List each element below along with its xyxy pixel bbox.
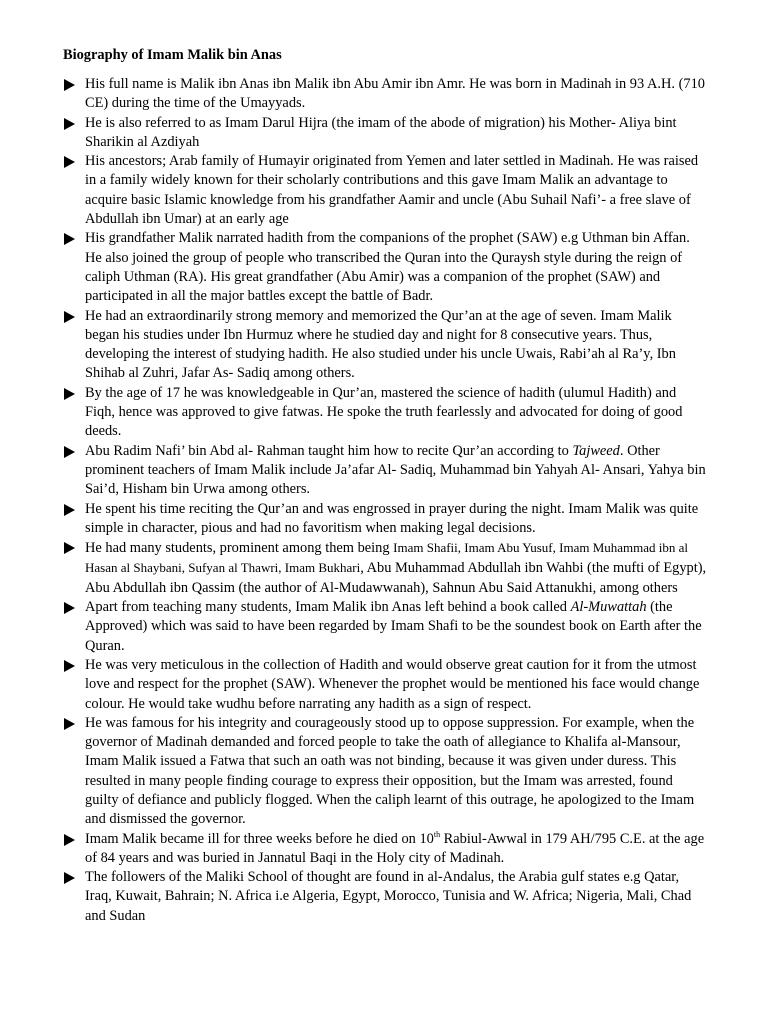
list-item-text: Abu Radim Nafi’ bin Abd al- Rahman taught him how to recite Qur’an according to <box>85 442 573 459</box>
list-item-text: He had many students, prominent among them being <box>85 540 394 557</box>
triangle-bullet-icon <box>64 718 75 730</box>
triangle-bullet-icon <box>64 233 75 245</box>
bullet-list <box>63 75 708 926</box>
list-item-text: Imam Malik became ill for three weeks before he died on 10 <box>85 830 434 847</box>
list-item <box>63 656 708 714</box>
triangle-bullet-icon <box>64 156 75 168</box>
list-item-text: . Other prominent teachers of Imam Malik include Ja’afar Al- Sadiq, Muhammad bin Yahyah Al- Ansari, Yahya bin Sai’d, Hisham bin Urwa among others. <box>85 442 706 498</box>
list-item-text: , Abu Muhammad Abdullah ibn Wahbi (the mufti of Egypt), Abu Abdullah ibn Qassim (the author of Al-Mudawwanah), Sahnun Abu Said Attanukhi, among others <box>85 560 707 596</box>
list-item <box>63 114 708 153</box>
list-item <box>63 714 708 830</box>
list-item <box>63 384 708 442</box>
list-item <box>63 152 708 229</box>
list-item-text: His full name is Malik ibn Anas ibn Malik ibn Abu Amir ibn Amr. He was born in Madinah in 93 A.H. (710 CE) during the time of the Umayyads. <box>85 76 705 112</box>
document-page <box>63 46 708 926</box>
list-item-text: He spent his time reciting the Qur’an and was engrossed in prayer during the night. Imam Malik was quite simple in character, pious and had no favoritism when making legal decisions. <box>85 500 699 536</box>
list-item-text: He was very meticulous in the collection of Hadith and would observe great caution for it from the utmost love and respect for the prophet (SAW). Whenever the prophet would be mentioned his face would change colour. He would take wudhu before narrating any hadith as a sign of respect. <box>85 656 700 712</box>
list-item-text: Imam Shafii, Imam Abu Yusuf, Imam Muhammad ibn al Hasan al Shaybani, Sufyan al Thawri, Imam Bukhari <box>85 540 689 576</box>
list-item-text: By the age of 17 he was knowledgeable in Qur’an, mastered the science of hadith (ulumul Hadith) and Fiqh, hence was approved to give fatwas. He spoke the truth fearlessly and advocated for doing of good deeds. <box>85 384 683 440</box>
document-title: Biography of Imam Malik bin Anas <box>63 47 282 63</box>
list-item-text: Rabiul-Awwal in 179 AH/795 C.E. at the age of 84 years and was buried in Jannatul Baqi in the Holy city of Madinah. <box>85 830 705 866</box>
triangle-bullet-icon <box>64 79 75 91</box>
list-item <box>63 442 708 500</box>
triangle-bullet-icon <box>64 872 75 884</box>
list-item-text: th <box>433 829 441 839</box>
triangle-bullet-icon <box>64 542 75 554</box>
triangle-bullet-icon <box>64 602 75 614</box>
list-item-text: Al-Muwattah <box>570 599 647 616</box>
list-item-text: He had an extraordinarily strong memory and memorized the Qur’an at the age of seven. Imam Malik began his studies under Ibn Hurmuz where he studied day and night for 8 consecutive years. Thus, developing the interest of studying hadith. He also studied under his uncle Uwais, Rabi’ah al Ra’y, Ibn Shihab al Zuhri, Jafar As- Sadiq among others. <box>85 307 676 382</box>
triangle-bullet-icon <box>64 504 75 516</box>
triangle-bullet-icon <box>64 118 75 130</box>
triangle-bullet-icon <box>64 834 75 846</box>
list-item-text: His ancestors; Arab family of Humayir originated from Yemen and later settled in Madinah. He was raised in a family widely known for their scholarly contributions and this gave Imam Malik an advantage to acquire basic Islamic knowledge from his grandfather Aamir and uncle (Abu Suhail Nafi’- a free slave of Abdullah ibn Umar) at an early age <box>85 153 699 228</box>
list-item <box>63 598 708 656</box>
list-item <box>63 830 708 869</box>
triangle-bullet-icon <box>64 446 75 458</box>
list-item-text: (the Approved) which was said to have been regarded by Imam Shafi to be the soundest book on Earth after the Quran. <box>85 599 702 654</box>
list-item <box>63 500 708 539</box>
list-item-text: His grandfather Malik narrated hadith from the companions of the prophet (SAW) e.g Uthman bin Affan. He also joined the group of people who transcribed the Quran into the Quraysh style during the reign of caliph Uthman (RA). His great grandfather (Abu Amir) was a companion of the prophet (SAW) and participated in all the major battles except the battle of Badr. <box>85 230 690 305</box>
list-item-text: Apart from teaching many students, Imam Malik ibn Anas left behind a book called <box>85 599 571 616</box>
list-item-text: Tajweed <box>572 442 620 459</box>
triangle-bullet-icon <box>64 388 75 400</box>
list-item <box>63 307 708 384</box>
list-item <box>63 229 708 306</box>
list-item <box>63 868 708 926</box>
list-item-text: He is also referred to as Imam Darul Hijra (the imam of the abode of migration) his Mother- Aliya bint Sharikin al Azdiyah <box>85 114 677 150</box>
list-item <box>63 538 708 598</box>
triangle-bullet-icon <box>64 311 75 323</box>
list-item <box>63 75 708 114</box>
list-item-text: He was famous for his integrity and courageously stood up to oppose suppression. For example, when the governor of Madinah demanded and forced people to take the oath of allegiance to Khalifa al-Mansour, Imam Malik issued a Fatwa that such an oath was not binding, because it was given under duress. This resulted in many people finding courage to express their opposition, but the Imam was arrested, found guilty of defiance and publicly flogged. When the caliph learnt of this outrage, he apologized to the Imam and dismissed the governor. <box>85 714 695 828</box>
list-item-text: The followers of the Maliki School of thought are found in al-Andalus, the Arabia gulf states e.g Qatar, Iraq, Kuwait, Bahrain; N. Africa i.e Algeria, Egypt, Morocco, Tunisia and W. Africa; Nigeria, Mali, Chad and Sudan <box>85 869 692 924</box>
triangle-bullet-icon <box>64 660 75 672</box>
